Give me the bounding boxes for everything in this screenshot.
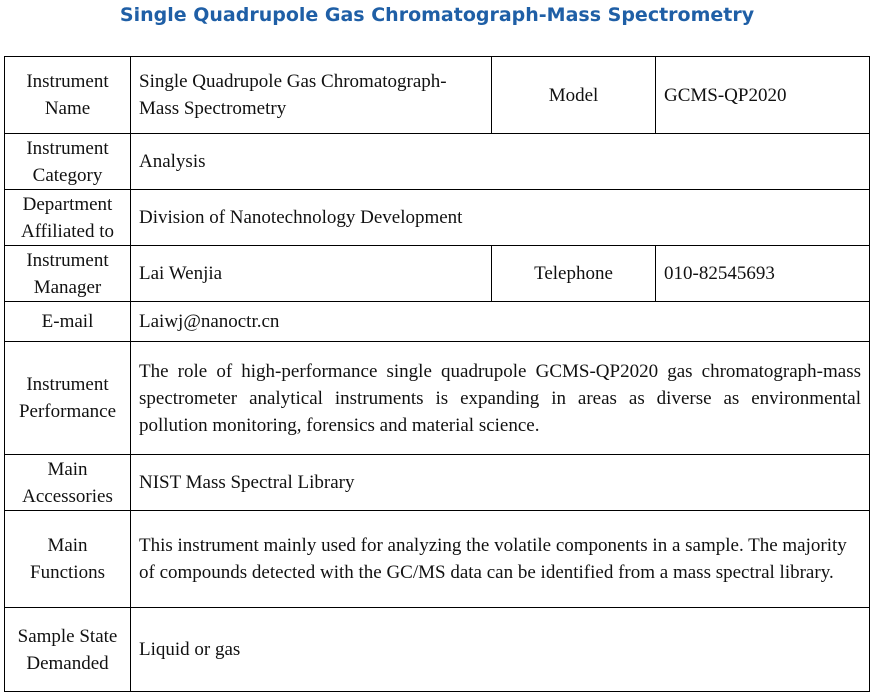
row-instrument-name — [5, 57, 870, 134]
row-instrument-category — [5, 134, 870, 190]
instrument-category-value: Analysis — [131, 134, 870, 190]
instrument-performance-value: The role of high-performance single quadrupole GCMS-QP2020 gas chromatograph-mass spectrometer analytical instruments is expanding in areas as diverse as environmental pollution monitoring, forensics and material science. — [131, 342, 870, 455]
main-functions-value: This instrument mainly used for analyzing the volatile components in a sample. The majority of compounds detected with the GC/MS data can be identified from a mass spectral library. — [131, 511, 870, 608]
email-label: E-mail — [5, 302, 131, 342]
row-instrument-manager — [5, 246, 870, 302]
department-label: Department Affiliated to — [5, 190, 131, 246]
main-accessories-label: Main Accessories — [5, 455, 131, 511]
instrument-manager-label: Instrument Manager — [5, 246, 131, 302]
instrument-name-value: Single Quadrupole Gas Chromatograph-Mass Spectrometry — [131, 57, 492, 134]
row-email — [5, 302, 870, 342]
email-value: Laiwj@nanoctr.cn — [131, 302, 870, 342]
row-main-accessories — [5, 455, 870, 511]
main-accessories-value: NIST Mass Spectral Library — [131, 455, 870, 511]
model-value: GCMS-QP2020 — [656, 57, 870, 134]
row-instrument-performance — [5, 342, 870, 455]
model-label: Model — [492, 57, 656, 134]
instrument-category-label: Instrument Category — [5, 134, 131, 190]
main-functions-label: Main Functions — [5, 511, 131, 608]
telephone-value: 010-82545693 — [656, 246, 870, 302]
instrument-name-label: Instrument Name — [5, 57, 131, 134]
department-value: Division of Nanotechnology Development — [131, 190, 870, 246]
sample-state-label: Sample State Demanded — [5, 608, 131, 692]
instrument-performance-label: Instrument Performance — [5, 342, 131, 455]
row-main-functions — [5, 511, 870, 608]
instrument-spec-table — [4, 56, 870, 692]
instrument-manager-value: Lai Wenjia — [131, 246, 492, 302]
row-sample-state — [5, 608, 870, 692]
page-title: Single Quadrupole Gas Chromatograph-Mass Spectrometry — [119, 4, 755, 26]
sample-state-value: Liquid or gas — [131, 608, 870, 692]
telephone-label: Telephone — [492, 246, 656, 302]
row-department — [5, 190, 870, 246]
